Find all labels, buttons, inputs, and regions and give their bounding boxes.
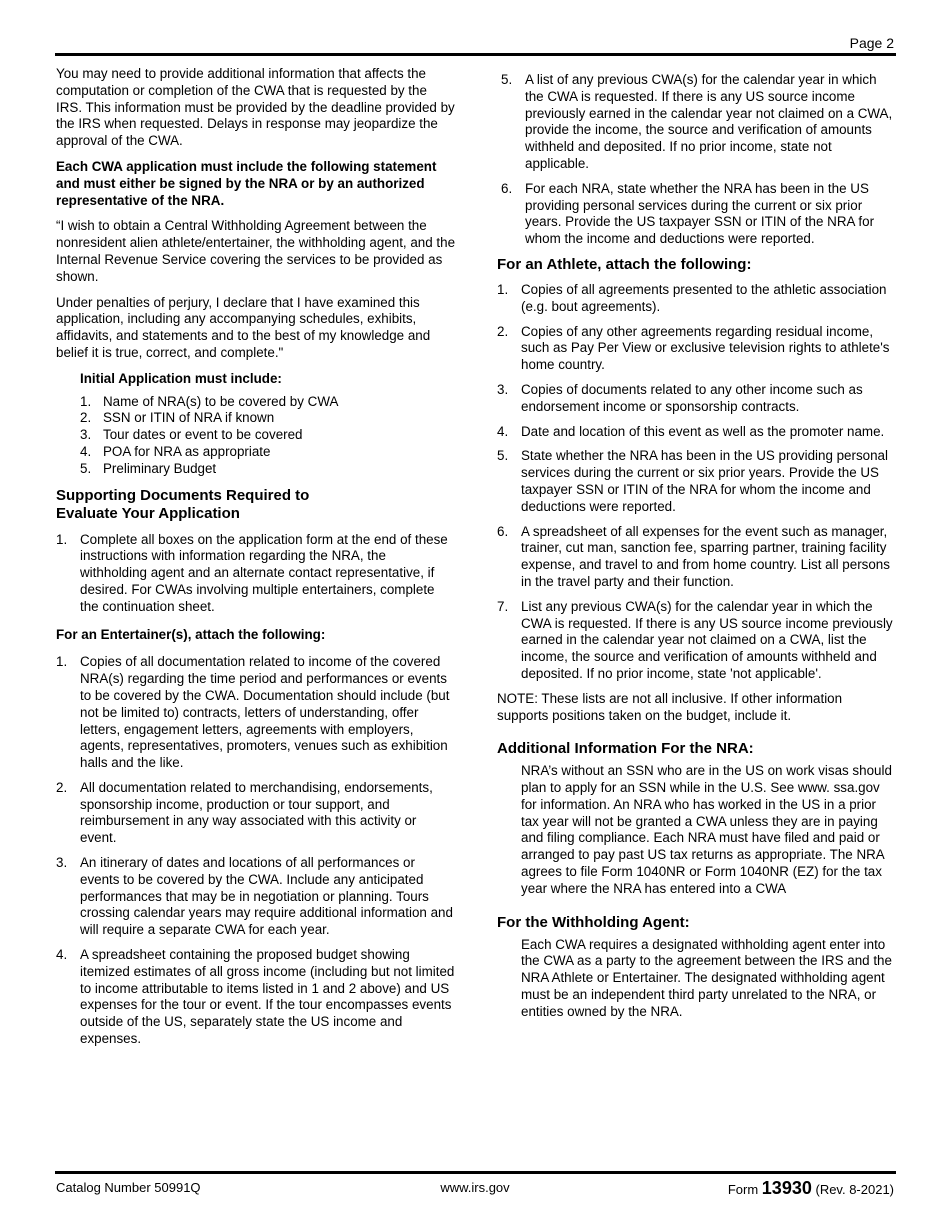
statement-heading: Each CWA application must include the following statement and must either be signed by the NRA or by an authorized representative of the NRA. bbox=[56, 158, 437, 208]
intro-paragraph: You may need to provide additional information that affects the computation or completion of the CWA that is requested by the IRS. This information must be provided by the deadline provided by the IRS when requested. Delays in response may jeopardize the approval of the CWA. bbox=[56, 66, 455, 149]
initial-application-heading: Initial Application must include: bbox=[80, 370, 282, 386]
list-item: 7. List any previous CWA(s) for the calendar year in which the CWA is requested. If there is any US source income previously earned in the calendar year not claimed on a CWA, list the income, the source and verification of amounts withheld and deposited. If no prior income, state 'not applicable'. bbox=[497, 598, 893, 681]
additional-info-heading: Additional Information For the NRA: bbox=[497, 740, 754, 758]
list-item: 5. State whether the NRA has been in the US providing personal services during the current or six prior years. Provide the US taxpayer SSN or ITIN of the NRA for whom the income and deductions were reported. bbox=[497, 448, 888, 514]
list-item: 1. Complete all boxes on the application form at the end of these instructions with information regarding the NRA, the withholding agent and an alternate contact representative, if desired. For CWAs involving multiple entertainers, complete the continuation sheet. bbox=[56, 531, 448, 614]
list-item: 4. A spreadsheet containing the proposed budget showing itemized estimates of all gross income (including but not limited to income attributable to items listed in 1 and 2 above) and US expenses for the tour or event. If the tour encompasses events outside of the US, separately state the US income and expenses. bbox=[56, 947, 455, 1047]
right-column bbox=[497, 72, 897, 1021]
withholding-agent-paragraph: Each CWA requires a designated withholding agent enter into the CWA as a party to the agreement between the IRS and the NRA Athlete or Entertainer. The designated withholding agent must be an independent third party unrelated to the NRA, or entities owned by the NRA. bbox=[521, 936, 892, 1019]
initial-application-list bbox=[56, 394, 456, 478]
supporting-documents-heading: Supporting Documents Required to Evaluate Your Application bbox=[56, 486, 310, 522]
header-rule bbox=[55, 53, 896, 56]
list-item: 1. Name of NRA(s) to be covered by CWA bbox=[80, 393, 339, 409]
list-item: 2. Copies of any other agreements regarding residual income, such as Pay Per View or exclusive television rights to athlete's home country. bbox=[497, 323, 890, 373]
catalog-number: Catalog Number 50991Q bbox=[56, 1180, 201, 1195]
list-item: 3. Tour dates or event to be covered bbox=[80, 427, 303, 443]
website-link: www.irs.gov bbox=[440, 1180, 510, 1195]
list-item: 5. A list of any previous CWA(s) for the calendar year in which the CWA is requested. If there is any US source income previously earned in the calendar year not claimed on a CWA, provide the income, the source and verification of amounts withheld and deposited. If no prior income, state not applicable. bbox=[501, 72, 893, 171]
list-item: 1. Copies of all documentation related to income of the covered NRA(s) regarding the time period and performances or events to be covered by the CWA. Documentation should include (but not be limited to) contracts, letters of understanding, offer letters, engagement letters, agreements with employers, agents, representatives, promoters, venues such as exhibition halls and the like. bbox=[56, 654, 450, 771]
athlete-heading: For an Athlete, attach the following: bbox=[497, 255, 752, 273]
list-item: 3. Copies of documents related to any other income such as endorsement income or sponsorship contracts. bbox=[497, 381, 863, 414]
list-item: 6. A spreadsheet of all expenses for the event such as manager, trainer, cut man, sanction fee, sparring partner, training facility expense, and travel to and from home country. List all persons in the travel party and their function. bbox=[497, 523, 890, 589]
form-revision: (Rev. 8-2021) bbox=[815, 1182, 894, 1197]
list-item: 2. SSN or ITIN of NRA if known bbox=[80, 410, 275, 426]
list-item: 3. An itinerary of dates and locations of all performances or events to be covered by the CWA. Include any anticipated performances that may be in negotiation or planning. Tours crossing calendar years may require additional information and will require a separate CWA for each year. bbox=[56, 855, 453, 938]
statement-quote-1: “I wish to obtain a Central Withholding Agreement between the nonresident alien athlete/entertainer, the withholding agent, and the Internal Revenue Service covering the services to be provided as shown. bbox=[56, 218, 456, 284]
withholding-agent-heading: For the Withholding Agent: bbox=[497, 913, 690, 931]
additional-info-paragraph: NRA’s without an SSN who are in the US on work visas should plan to apply for an SSN while in the U.S. See www. ssa.gov for information. An NRA who has worked in the US in a prior tax year will not be granted a CWA unless they are in paying and filing compliance. Each NRA must have filed and paid or arranged to pay past US tax returns as appropriate. The NRA agrees to file Form 1040NR or Form 1040NR (EZ) for the tax year where the NRA has entered into a CWA bbox=[521, 763, 892, 896]
form-identifier: Form 13930 (Rev. 8-2021) bbox=[727, 1178, 894, 1198]
left-column bbox=[56, 66, 456, 1056]
list-item: 4. POA for NRA as appropriate bbox=[80, 443, 271, 459]
entertainer-heading: For an Entertainer(s), attach the following: bbox=[56, 626, 326, 642]
footer-rule bbox=[55, 1171, 896, 1174]
form-number: 13930 bbox=[761, 1178, 812, 1198]
list-item: 5. Preliminary Budget bbox=[80, 460, 217, 476]
list-item: 4. Date and location of this event as well as the promoter name. bbox=[497, 423, 885, 439]
list-item: 6. For each NRA, state whether the NRA has been in the US providing personal services during the current or six prior years. Provide the US taxpayer SSN or ITIN of the NRA for whom the income and deductions were reported. bbox=[501, 180, 875, 247]
list-item: 1. Copies of all agreements presented to the athletic association (e.g. bout agreements). bbox=[497, 281, 887, 314]
note-paragraph: NOTE: These lists are not all inclusive. If other information supports positions taken on the budget, include it. bbox=[497, 690, 843, 723]
statement-quote-2: Under penalties of perjury, I declare that I have examined this application, including any accompanying schedules, exhibits, affidavits, and statements and to the best of my knowledge and belief it is true, correct, and complete." bbox=[56, 294, 431, 360]
list-item: 2. All documentation related to merchandising, endorsements, sponsorship income, production or tour support, and reimbursement in any way associated with this activity or event. bbox=[56, 779, 433, 846]
page-number: Page 2 bbox=[849, 35, 894, 51]
